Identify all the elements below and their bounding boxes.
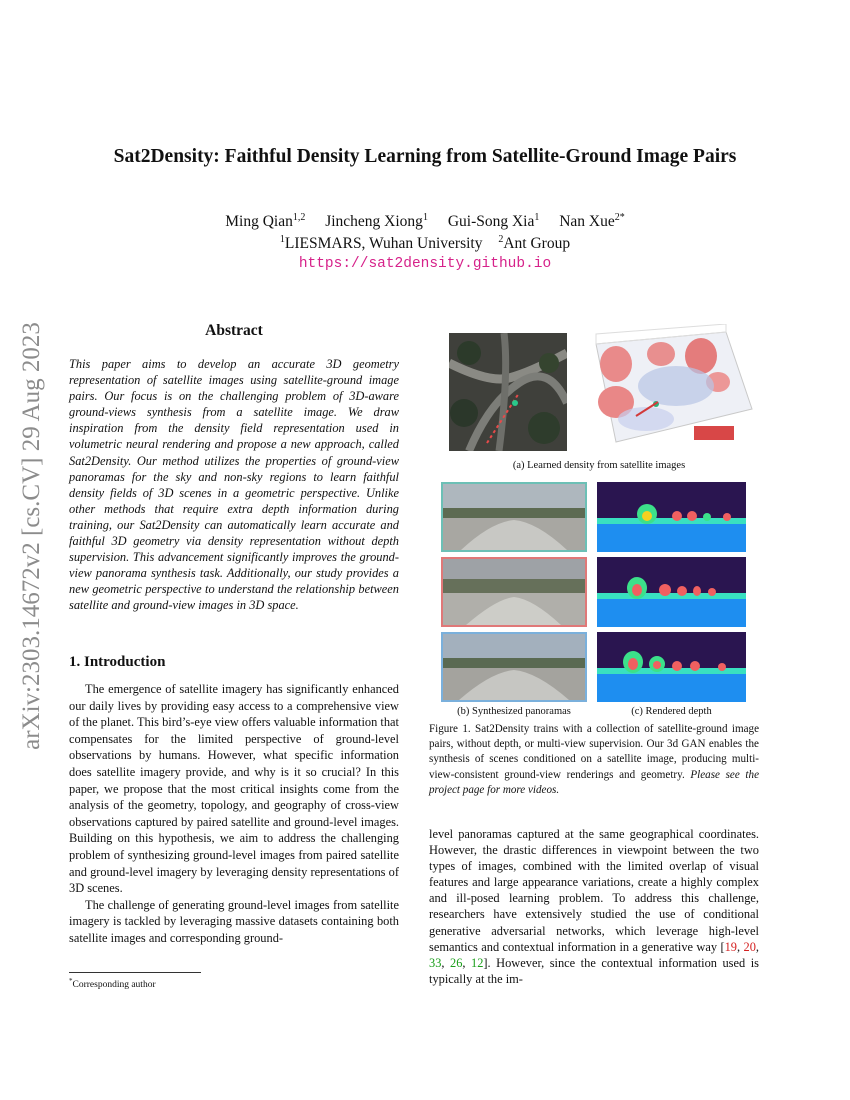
density-3d-visualization	[576, 324, 756, 454]
abstract-heading: Abstract	[205, 322, 263, 339]
affiliations	[0, 234, 850, 253]
author-list	[0, 212, 850, 231]
paragraph: The emergence of satellite imagery has significantly enhanced our daily lives by providing easy access to a comprehensive view of the planet. This bird’s-eye view offers valuable information that compensates for the limited perspective of ground-level observations by humans. However, what specific information does satellite imagery provide, and why is it so crucial? In this paper, we propose that the most critical insights come from the analysis of the geometry, topology, and geography of cross-view observations captured by paired satellite and ground-level images. Building on this hypothesis, we aim to address the challenging problem of synthesizing ground-level images from paired satellite and ground-level imagery by leveraging density representations of 3D scenes.	[69, 682, 399, 896]
citation-link[interactable]: 26	[450, 955, 463, 970]
project-url-link[interactable]: https://sat2density.github.io	[298, 256, 552, 272]
introduction-body	[69, 681, 399, 947]
citation-link[interactable]: 20	[743, 939, 756, 954]
figure-caption-b: (b) Synthesized panoramas	[457, 706, 571, 717]
footnote: *Corresponding author	[69, 977, 156, 991]
synthesized-panorama	[441, 482, 587, 552]
citation-link[interactable]: 19	[724, 939, 737, 954]
rendered-depth-map	[597, 557, 746, 627]
affiliation: $^2$Ant Group	[498, 234, 571, 253]
figure-caption-c: (c) Rendered depth	[631, 706, 712, 717]
paper-title: Sat2Density: Faithful Density Learning from Satellite-Ground Image Pairs	[113, 146, 737, 167]
introduction-heading: 1. Introduction	[69, 654, 166, 670]
citation-link[interactable]: 33	[429, 955, 442, 970]
footnote-rule	[69, 972, 201, 973]
satellite-image	[449, 333, 567, 451]
synthesized-panorama	[441, 632, 587, 702]
figure-caption-a: (a) Learned density from satellite images	[512, 460, 686, 471]
paragraph: The challenge of generating ground-level images from satellite imagery is tackled by leveraging massive datasets containing both satellite images and corresponding ground-	[69, 897, 399, 945]
introduction-continued: level panoramas captured at the same geographical coordinates. However, the drastic differences in viewpoint between the two types of images, combined with the limited overlap of visual features and large appearance variations, create a highly complex and ill-posed learning problem. To address this challenge, researchers have extensively studied the use of conditional generative adversarial networks, which leverage high-level semantics and contextual information in a generative way [19, 20, 33, 26, 12]. However, since the contextual information used is typically at the im-	[429, 827, 760, 986]
abstract-text: This paper aims to develop an accurate 3D geometry representation of satellite images using satellite-ground image pairs. Our focus is on the challenging problem of 3D-aware ground-views synthesis from a satellite image. We draw inspiration from the density field representation used in volumetric neural rendering and propose a new approach, called Sat2Density. Our method utilizes the properties of ground-view panoramas for the sky and non-sky regions to learn faithful density fields of 3D scenes in a geometric perspective. Unlike other methods that require extra depth information during training, our Sat2Density can automatically learn accurate and faithful 3D geometry via density representation without depth supervision. This advancement significantly improves the ground-view panorama synthesis task. Additionally, our study provides a new geometric perspective to understand the relationship between satellite and ground-view images in 3D space.	[69, 357, 399, 613]
author: Nan Xue$^{2*}$	[559, 212, 625, 231]
citation-link[interactable]: 12	[471, 955, 484, 970]
synthesized-panorama	[441, 557, 587, 627]
rendered-depth-map	[597, 632, 746, 702]
arxiv-stamp: arXiv:2303.14672v2 [cs.CV] 29 Aug 2023	[18, 322, 45, 750]
rendered-depth-map	[597, 482, 746, 552]
author: Gui-Song Xia$^1$	[447, 212, 540, 231]
figure-caption: Figure 1. Sat2Density trains with a collection of satellite-ground image pairs, without depth, or multi-view supervision. Our 3d GAN enables the synthesis of scenes conditioned on a satellite image, producing multi-view-consistent ground-view renderings and geometry. Please see the project page for more videos.	[429, 723, 759, 796]
affiliation: $^1$LIESMARS, Wuhan University	[279, 234, 483, 253]
author: Jincheng Xiong$^1$	[325, 212, 428, 231]
author: Ming Qian$^{1,2}$	[225, 212, 306, 231]
